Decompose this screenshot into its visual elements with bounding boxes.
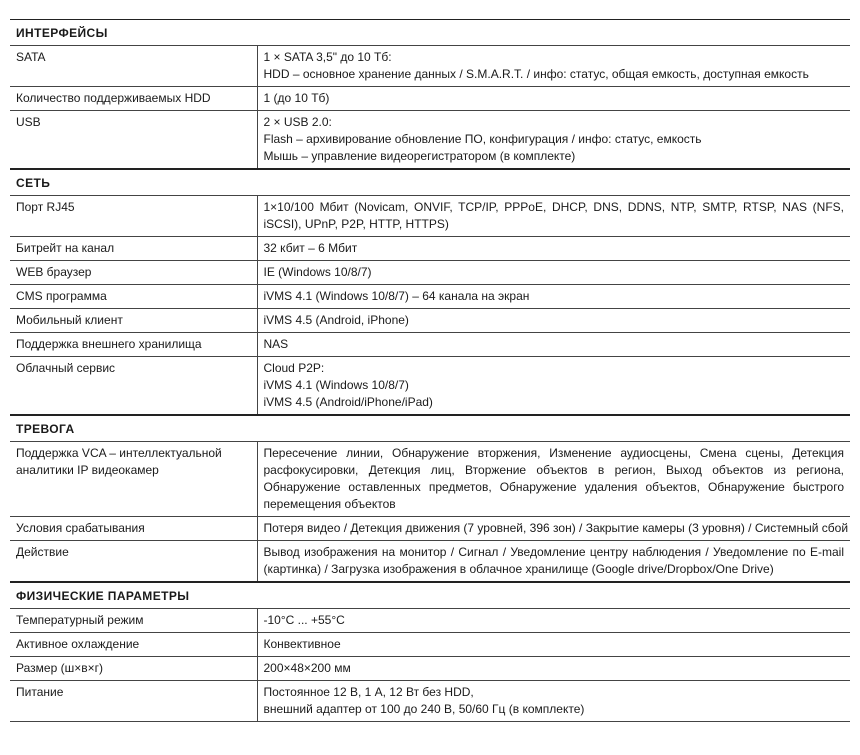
spec-value-line: iVMS 4.5 (Android/iPhone/iPad) [263, 395, 433, 409]
spec-value-line: Flash – архивирование обновление ПО, конфигурация / инфо: статус, емкость [263, 132, 702, 146]
section-title: СЕТЬ [10, 169, 850, 196]
spec-label: Действие [10, 541, 257, 583]
section-header [10, 169, 850, 196]
spec-value-line: -10°C ... +55°C [263, 613, 345, 627]
spec-row [10, 111, 850, 170]
spec-value-text: 1×10/100 Мбит (Novicam, ONVIF, TCP/IP, PPPoE, DHCP, DNS, DDNS, NTP, SMTP, RTSP, NAS (NFS, iSCSI), UPnP, P2P, HTTP, HTTPS) [263, 200, 844, 231]
spec-value [257, 111, 850, 170]
spec-value [257, 285, 850, 309]
spec-value-line: Мышь – управление видеорегистратором (в комплекте) [263, 149, 576, 163]
spec-value [257, 442, 850, 517]
spec-label: USB [10, 111, 257, 170]
spec-row [10, 237, 850, 261]
specifications-body [10, 20, 850, 722]
specifications-table [10, 19, 850, 722]
spec-label: Порт RJ45 [10, 196, 257, 237]
spec-value [257, 681, 850, 722]
section-title: ИНТЕРФЕЙСЫ [10, 20, 850, 46]
spec-value-line: IE (Windows 10/8/7) [263, 265, 372, 279]
spec-row [10, 442, 850, 517]
spec-value-line: Постоянное 12 В, 1 А, 12 Вт без HDD, [263, 685, 474, 699]
section-header [10, 415, 850, 442]
spec-value-line: внешний адаптер от 100 до 240 В, 50/60 Гц (в комплекте) [263, 702, 585, 716]
spec-row [10, 357, 850, 416]
spec-value [257, 609, 850, 633]
spec-row [10, 633, 850, 657]
spec-row [10, 285, 850, 309]
spec-value-line: 1 × SATA 3,5" до 10 Тб: [263, 50, 392, 64]
spec-label: Температурный режим [10, 609, 257, 633]
section-title: ТРЕВОГА [10, 415, 850, 442]
spec-label: Условия срабатывания [10, 517, 257, 541]
spec-value-line: Конвективное [263, 637, 341, 651]
spec-label: CMS программа [10, 285, 257, 309]
spec-value [257, 87, 850, 111]
spec-row [10, 517, 850, 541]
spec-label: Питание [10, 681, 257, 722]
spec-label: Поддержка VCA – интеллектуальной аналитики IP видеокамер [10, 442, 257, 517]
spec-row [10, 309, 850, 333]
spec-row [10, 541, 850, 583]
spec-row [10, 609, 850, 633]
spec-value [257, 541, 850, 583]
spec-value [257, 333, 850, 357]
spec-value [257, 237, 850, 261]
spec-value [257, 357, 850, 416]
spec-value-text: Вывод изображения на монитор / Сигнал / Уведомление центру наблюдения / Уведомление по E-mail (картинка) / Загрузка изображения в облачное хранилище (Google drive/Dropbox/One Drive) [263, 545, 844, 576]
spec-label: WEB браузер [10, 261, 257, 285]
spec-value-line: iVMS 4.1 (Windows 10/8/7) – 64 канала на экран [263, 289, 530, 303]
section-header [10, 582, 850, 609]
spec-label: Облачный сервис [10, 357, 257, 416]
spec-value [257, 657, 850, 681]
spec-row [10, 87, 850, 111]
spec-value [257, 633, 850, 657]
spec-value-line: NAS [263, 337, 289, 351]
spec-label: Размер (ш×в×г) [10, 657, 257, 681]
spec-label: Битрейт на канал [10, 237, 257, 261]
spec-value-line: 200×48×200 мм [263, 661, 351, 675]
spec-value-line: Потеря видео / Детекция движения (7 уровней, 396 зон) / Закрытие камеры (3 уровня) / Системный сбой [263, 521, 849, 535]
spec-label: Мобильный клиент [10, 309, 257, 333]
spec-value [257, 309, 850, 333]
spec-row [10, 196, 850, 237]
spec-row [10, 46, 850, 87]
spec-value-line: Cloud P2P: [263, 361, 325, 375]
spec-value-line: 2 × USB 2.0: [263, 115, 332, 129]
spec-value-line: HDD – основное хранение данных / S.M.A.R.T. / инфо: статус, общая емкость, доступная емкость [263, 67, 809, 81]
section-title: ФИЗИЧЕСКИЕ ПАРАМЕТРЫ [10, 582, 850, 609]
spec-row [10, 681, 850, 722]
spec-value-line: 32 кбит – 6 Мбит [263, 241, 358, 255]
spec-row [10, 261, 850, 285]
spec-value-line: 1 (до 10 Тб) [263, 91, 330, 105]
spec-value [257, 517, 850, 541]
spec-row [10, 657, 850, 681]
spec-label: Активное охлаждение [10, 633, 257, 657]
section-header [10, 20, 850, 46]
spec-value-line: iVMS 4.1 (Windows 10/8/7) [263, 378, 409, 392]
spec-label: Количество поддерживаемых HDD [10, 87, 257, 111]
spec-value [257, 196, 850, 237]
spec-label: SATA [10, 46, 257, 87]
spec-value [257, 261, 850, 285]
spec-row [10, 333, 850, 357]
spec-value-line: iVMS 4.5 (Android, iPhone) [263, 313, 409, 327]
spec-value [257, 46, 850, 87]
spec-label: Поддержка внешнего хранилища [10, 333, 257, 357]
spec-value-text: Пересечение линии, Обнаружение вторжения, Изменение аудиосцены, Смена сцены, Детекция расфокусировки, Детекция лиц, Вторжение объектов в регион, Выход объектов из региона, Обнаружение оставленных предметов, Обнаружение удаления объектов, Обнаружение быстрого перемещения объектов [263, 446, 844, 511]
